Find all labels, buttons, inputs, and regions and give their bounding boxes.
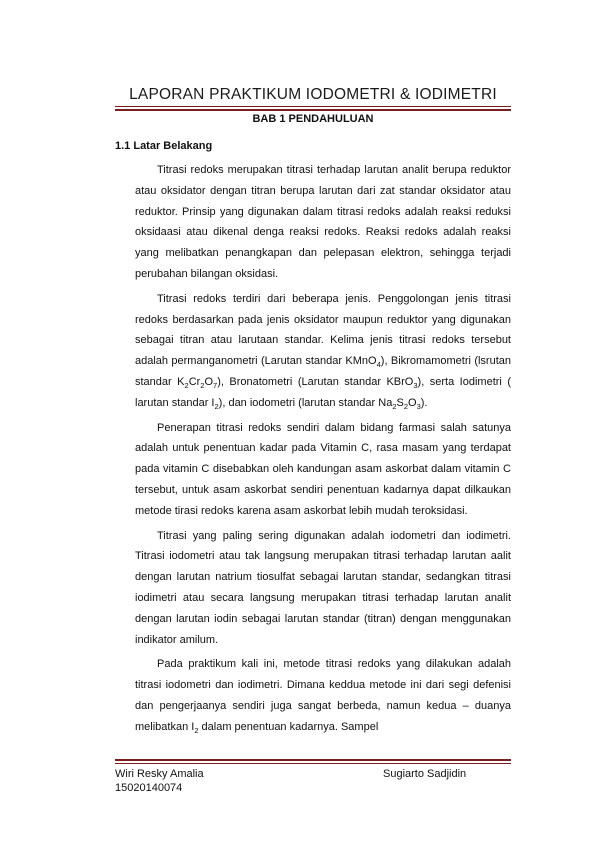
paragraph-1: Titrasi redoks merupakan titrasi terhadap larutan analit berupa reduktor atau oksidator dengan titran berupa larutan dari zat standar oksidator atau reduktor. Prinsip yang digunakan dalam titrasi redoks adalah reaksi reduksi oksidaasi atau dikenal denga reaksi redoks. Reaksi redoks adalah reaksi yang melibatkan penangkapan dan pelepasan elektron, sehingga terjadi perubahan bilangan oksidasi.: [135, 164, 511, 280]
author-name: Wiri Resky Amalia: [115, 768, 204, 780]
footer-supervisor: Sugiarto Sadjidin: [383, 768, 467, 780]
header-rule: [115, 106, 511, 107]
header-title: LAPORAN PRAKTIKUM IODOMETRI & IODIMETRI: [129, 86, 497, 103]
chapter-title: BAB 1 PENDAHULUAN: [252, 113, 374, 125]
section-title: 1.1 Latar Belakang: [115, 140, 213, 152]
paragraph-2: Titrasi redoks terdiri dari beberapa jenis. Penggolongan jenis titrasi redoks berdasarkan pada jenis oksidator maupun reduktor yang digunakan sebagai titran atau larutaan standar. Kelima jenis titrasi redoks tersebut adalah permanganometri (Larutan standar KMnO$_4$), Bikromamometri (lsrutan standar $K_2Cr_2O_7$), Bronatometri (Larutan standar KBrO$_3$), serta Iodimetri ( larutan standar $I_2$), dan iodometri (larutan standar $Na_2S_2O_3$).: [135, 292, 512, 411]
footer-rule: [115, 763, 511, 764]
footer-author: [115, 767, 204, 795]
paragraph-3: Penerapan titrasi redoks sendiri dalam bidang farmasi salah satunya adalah untuk penentuan kadar pada Vitamin C, rasa masam yang terdapat pada vitamin C disebabkan oleh kandungan asam askorbat dalam vitamin C tersebut, untuk asam askorbat sendiri penentuan kadarnya dapat dilkaukan metode tirasi redoks karena asam askorbat lebih mudah teroksidasi.: [135, 421, 511, 517]
student-id: 15020140074: [115, 782, 183, 794]
header-rule-thick: [115, 109, 511, 111]
paragraph-5: Pada praktikum kali ini, metode titrasi redoks yang dilakukan adalah titrasi iodometri dan iodimetri. Dimana keddua metode ini dari segi defenisi dan pengerjaanya sendiri juga sangat berbeda, namun kedua – duanya melibatkan $I_2$ dalam penentuan kadarnya. Sampel: [135, 658, 511, 735]
paragraph-4: Titrasi yang paling sering digunakan adalah iodometri dan iodimetri. Titrasi iodometri atau tak langsung merupakan titrasi terhadap larutan aalit dengan larutan natrium tiosulfat sebagai larutan standar, sedangkan titrasi iodimetri atau secara langsung merupakan titrasi terhadap larutan analit dengan larutan iodin sebagai larutan standar (titran) dengan menggunakan indikator amilum.: [135, 529, 511, 646]
body-text: [135, 160, 511, 738]
footer-rule-thick: [115, 759, 511, 761]
